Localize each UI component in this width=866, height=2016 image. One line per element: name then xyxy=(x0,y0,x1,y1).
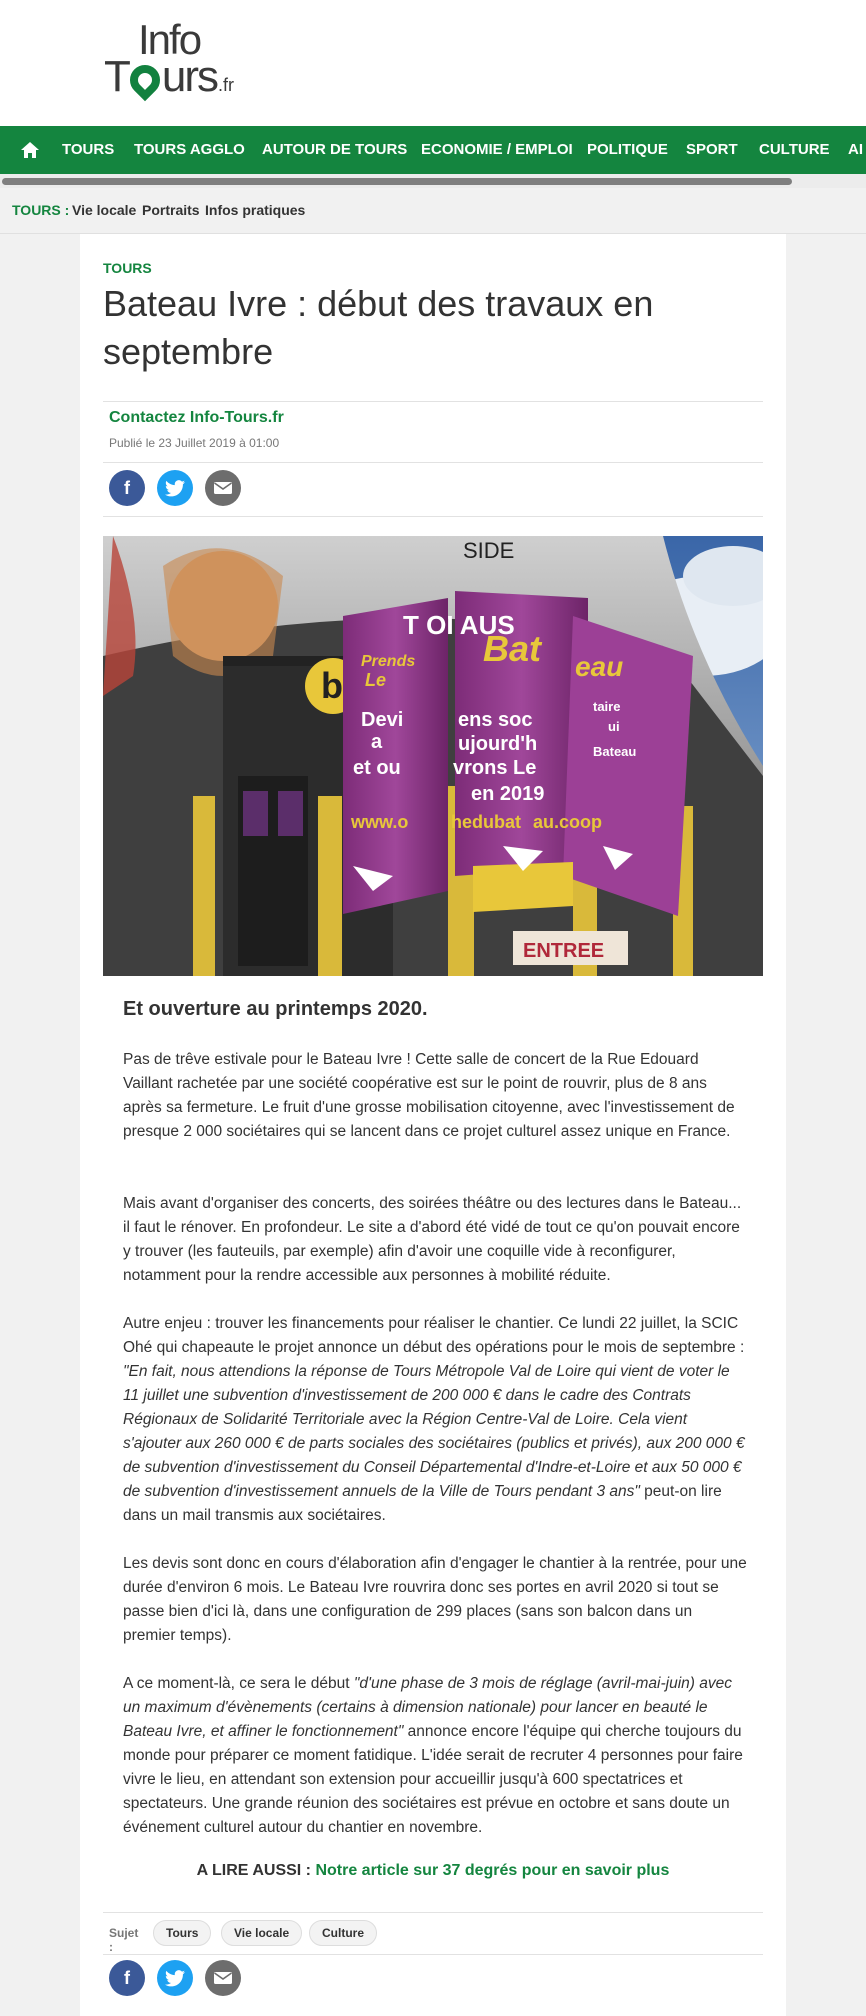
paragraph: Pas de trêve estivale pour le Bateau Ivre ! Cette salle de concert de la Rue Edouard Vaillant rachetée par une société coopérative est sur le point de rouvrir, plus de 8 ans après sa fermeture. Le fruit d'une grosse mobilisation citoyenne, avec l'investissement de presque 2 000 sociétaires qui se lancent dans ce projet culturel assez unique en France. xyxy=(123,1051,735,1140)
divider xyxy=(103,462,763,463)
photo-banner-text: ens soc xyxy=(458,709,533,731)
subnav-label[interactable]: TOURS : xyxy=(12,202,70,218)
scrollbar-thumb[interactable] xyxy=(2,178,792,185)
logo-t: T xyxy=(104,52,129,101)
photo-banner-text: et ou xyxy=(353,757,401,779)
photo-banner-text: Devi xyxy=(361,709,404,731)
photo-banner-text: www.o xyxy=(351,812,409,832)
photo-banner-text: en 2019 xyxy=(471,783,545,805)
paragraph: Les devis sont donc en cours d'élaboration afin d'engager le chantier à la rentrée, pour une durée d'environ 6 mois. Le Bateau Ivre rouvrira donc ses portes en avril 2020 si tout se passe bien d'ici là, dans une configuration de 299 places (sans son balcon dans un premier temps). xyxy=(123,1555,747,1644)
logo-rest: urs xyxy=(161,52,218,101)
article-photo xyxy=(103,536,763,976)
paragraph-text: annonce encore l'équipe qui cherche toujours du monde pour préparer ce moment fatidique. L'idée serait de recruter 4 personnes pour faire vivre le lieu, en attendant son extension pour accueillir jusqu'à 600 spectatrices et spectateurs. Une grande réunion des sociétaires est prévue en octobre et sans doute un événement culturel autour du chantier en novembre. xyxy=(123,1723,743,1836)
twitter-share-button[interactable] xyxy=(157,1960,193,1996)
photo-banner-text: vrons Le xyxy=(453,757,537,779)
mail-share-button[interactable] xyxy=(205,470,241,506)
photo-logo-b: b xyxy=(321,665,343,706)
author-link[interactable]: Contactez Info-Tours.fr xyxy=(109,409,284,426)
site-logo[interactable] xyxy=(102,16,262,106)
site-header xyxy=(0,0,866,126)
read-also xyxy=(80,1862,786,1880)
photo-banner-text: ui xyxy=(608,719,620,734)
share-bar-top xyxy=(109,470,269,506)
facebook-share-button[interactable] xyxy=(109,470,145,506)
photo-entree-sign: ENTREE xyxy=(523,940,605,962)
subnav-portraits[interactable]: Portraits xyxy=(142,202,200,218)
facebook-share-button[interactable] xyxy=(109,1960,145,1996)
share-bar-bottom xyxy=(109,1960,269,1996)
nav-item-tours[interactable]: TOURS xyxy=(62,141,115,158)
read-also-label: A LIRE AUSSI : xyxy=(196,1862,311,1879)
article xyxy=(80,234,786,2016)
photo-banner-text: a xyxy=(371,731,383,753)
photo-banner-text: T OI AUS xyxy=(403,610,515,640)
photo-banner-text: Prends xyxy=(361,653,416,670)
paragraph xyxy=(123,1672,748,1840)
map-pin-icon xyxy=(124,59,166,101)
divider xyxy=(103,401,763,402)
mail-icon xyxy=(213,480,233,496)
tags-label: Sujet : xyxy=(109,1926,139,1954)
nav-item-tours-agglo[interactable]: TOURS AGGLO xyxy=(134,141,245,158)
photo-sign: SIDE xyxy=(463,538,515,563)
mail-icon xyxy=(213,1970,233,1986)
photo-banner-text: au.coop xyxy=(533,812,603,832)
sub-nav xyxy=(0,188,866,234)
tag-vie-locale[interactable]: Vie locale xyxy=(221,1920,302,1946)
article-lede: Et ouverture au printemps 2020. xyxy=(123,998,428,1020)
tag-culture[interactable]: Culture xyxy=(309,1920,377,1946)
paragraph-text: A ce moment-là, ce sera le début xyxy=(123,1675,354,1692)
nav-item-culture[interactable]: CULTURE xyxy=(759,141,830,158)
paragraph-text: peut-on lire dans un mail transmis aux sociétaires. xyxy=(123,1483,722,1524)
photo-banner-text: Le xyxy=(365,670,387,690)
logo-tours xyxy=(104,54,234,108)
nav-item-autour-de-tours[interactable]: AUTOUR DE TOURS xyxy=(262,141,408,158)
nav-scrollbar[interactable] xyxy=(0,174,866,188)
photo-banner-text: taire xyxy=(593,699,621,714)
home-icon[interactable] xyxy=(18,138,42,162)
twitter-icon xyxy=(165,480,185,497)
divider xyxy=(103,1954,763,1955)
mail-share-button[interactable] xyxy=(205,1960,241,1996)
article-title: Bateau Ivre : début des travaux en septembre xyxy=(103,283,654,372)
nav-item-economie-emploi[interactable]: ECONOMIE / EMPLOI xyxy=(421,141,573,158)
nav-item-politique[interactable]: POLITIQUE xyxy=(587,141,668,158)
publish-date: Publié le 23 Juillet 2019 à 01:00 xyxy=(109,436,280,450)
subnav-vie-locale[interactable]: Vie locale xyxy=(72,202,137,218)
photo-banner-text: eau xyxy=(575,651,624,682)
quote: "d'une phase de 3 mois de réglage (avril-mai-juin) avec un maximum d'évènements (certains à dimension nationale) pour lancer en beauté le Bateau Ivre, et affiner le fonctionnement" xyxy=(123,1675,732,1740)
article-rubric[interactable]: TOURS xyxy=(103,260,152,276)
main-nav xyxy=(0,126,866,174)
photo-banner-text: ujourd'h xyxy=(458,733,538,755)
divider xyxy=(103,516,763,517)
divider xyxy=(103,1912,763,1913)
subnav-infos-pratiques[interactable]: Infos pratiques xyxy=(205,202,306,218)
paragraph-text: Autre enjeu : trouver les financements pour réaliser le chantier. Ce lundi 22 juillet, la SCIC Ohé qui chapeaute le projet annonce un début des opérations pour le mois de septembre : xyxy=(123,1315,745,1356)
twitter-share-button[interactable] xyxy=(157,470,193,506)
logo-info: Info xyxy=(138,16,201,63)
twitter-icon xyxy=(165,1970,185,1987)
photo-banner-text: Bateau xyxy=(593,744,637,759)
facebook-icon: f xyxy=(124,1967,130,1988)
paragraph: Mais avant d'organiser des concerts, des soirées théâtre ou des lectures dans le Bateau... il faut le rénover. En profondeur. Le site a d'abord été vidé de tout ce qu'on pouvait encore y trouver (les fauteuils, par exemple) afin d'avoir une coquille vide à reconfigurer, notamment pour la rendre accessible aux personnes à mobilité réduite. xyxy=(123,1195,742,1284)
tag-tours[interactable]: Tours xyxy=(153,1920,211,1946)
photo-banner-text: hedubat xyxy=(451,812,521,832)
paragraph xyxy=(123,1312,748,1528)
nav-item-ai[interactable]: AI xyxy=(848,141,863,158)
facebook-icon: f xyxy=(124,477,130,498)
logo-tld: .fr xyxy=(218,75,235,95)
read-also-link[interactable]: Notre article sur 37 degrés pour en savoir plus xyxy=(315,1862,670,1879)
photo-banner-text: Bat xyxy=(483,628,542,669)
nav-item-sport[interactable]: SPORT xyxy=(686,141,738,158)
quote: "En fait, nous attendions la réponse de Tours Métropole Val de Loire qui vient de voter le 11 juillet une subvention d'investissement de 200 000 € dans le cadre des Contrats Régionaux de Solidarité Territoriale avec la Région Centre-Val de Loire. Cela vient s'ajouter aux 260 000 € de parts sociales des sociétaires (publics et privés), aux 200 000 € de subvention d'investissement du Conseil Départemental d'Indre-et-Loire et aux 50 000 € de subvention d'investissement annuels de la Ville de Tours pendant 3 ans" xyxy=(123,1363,745,1500)
